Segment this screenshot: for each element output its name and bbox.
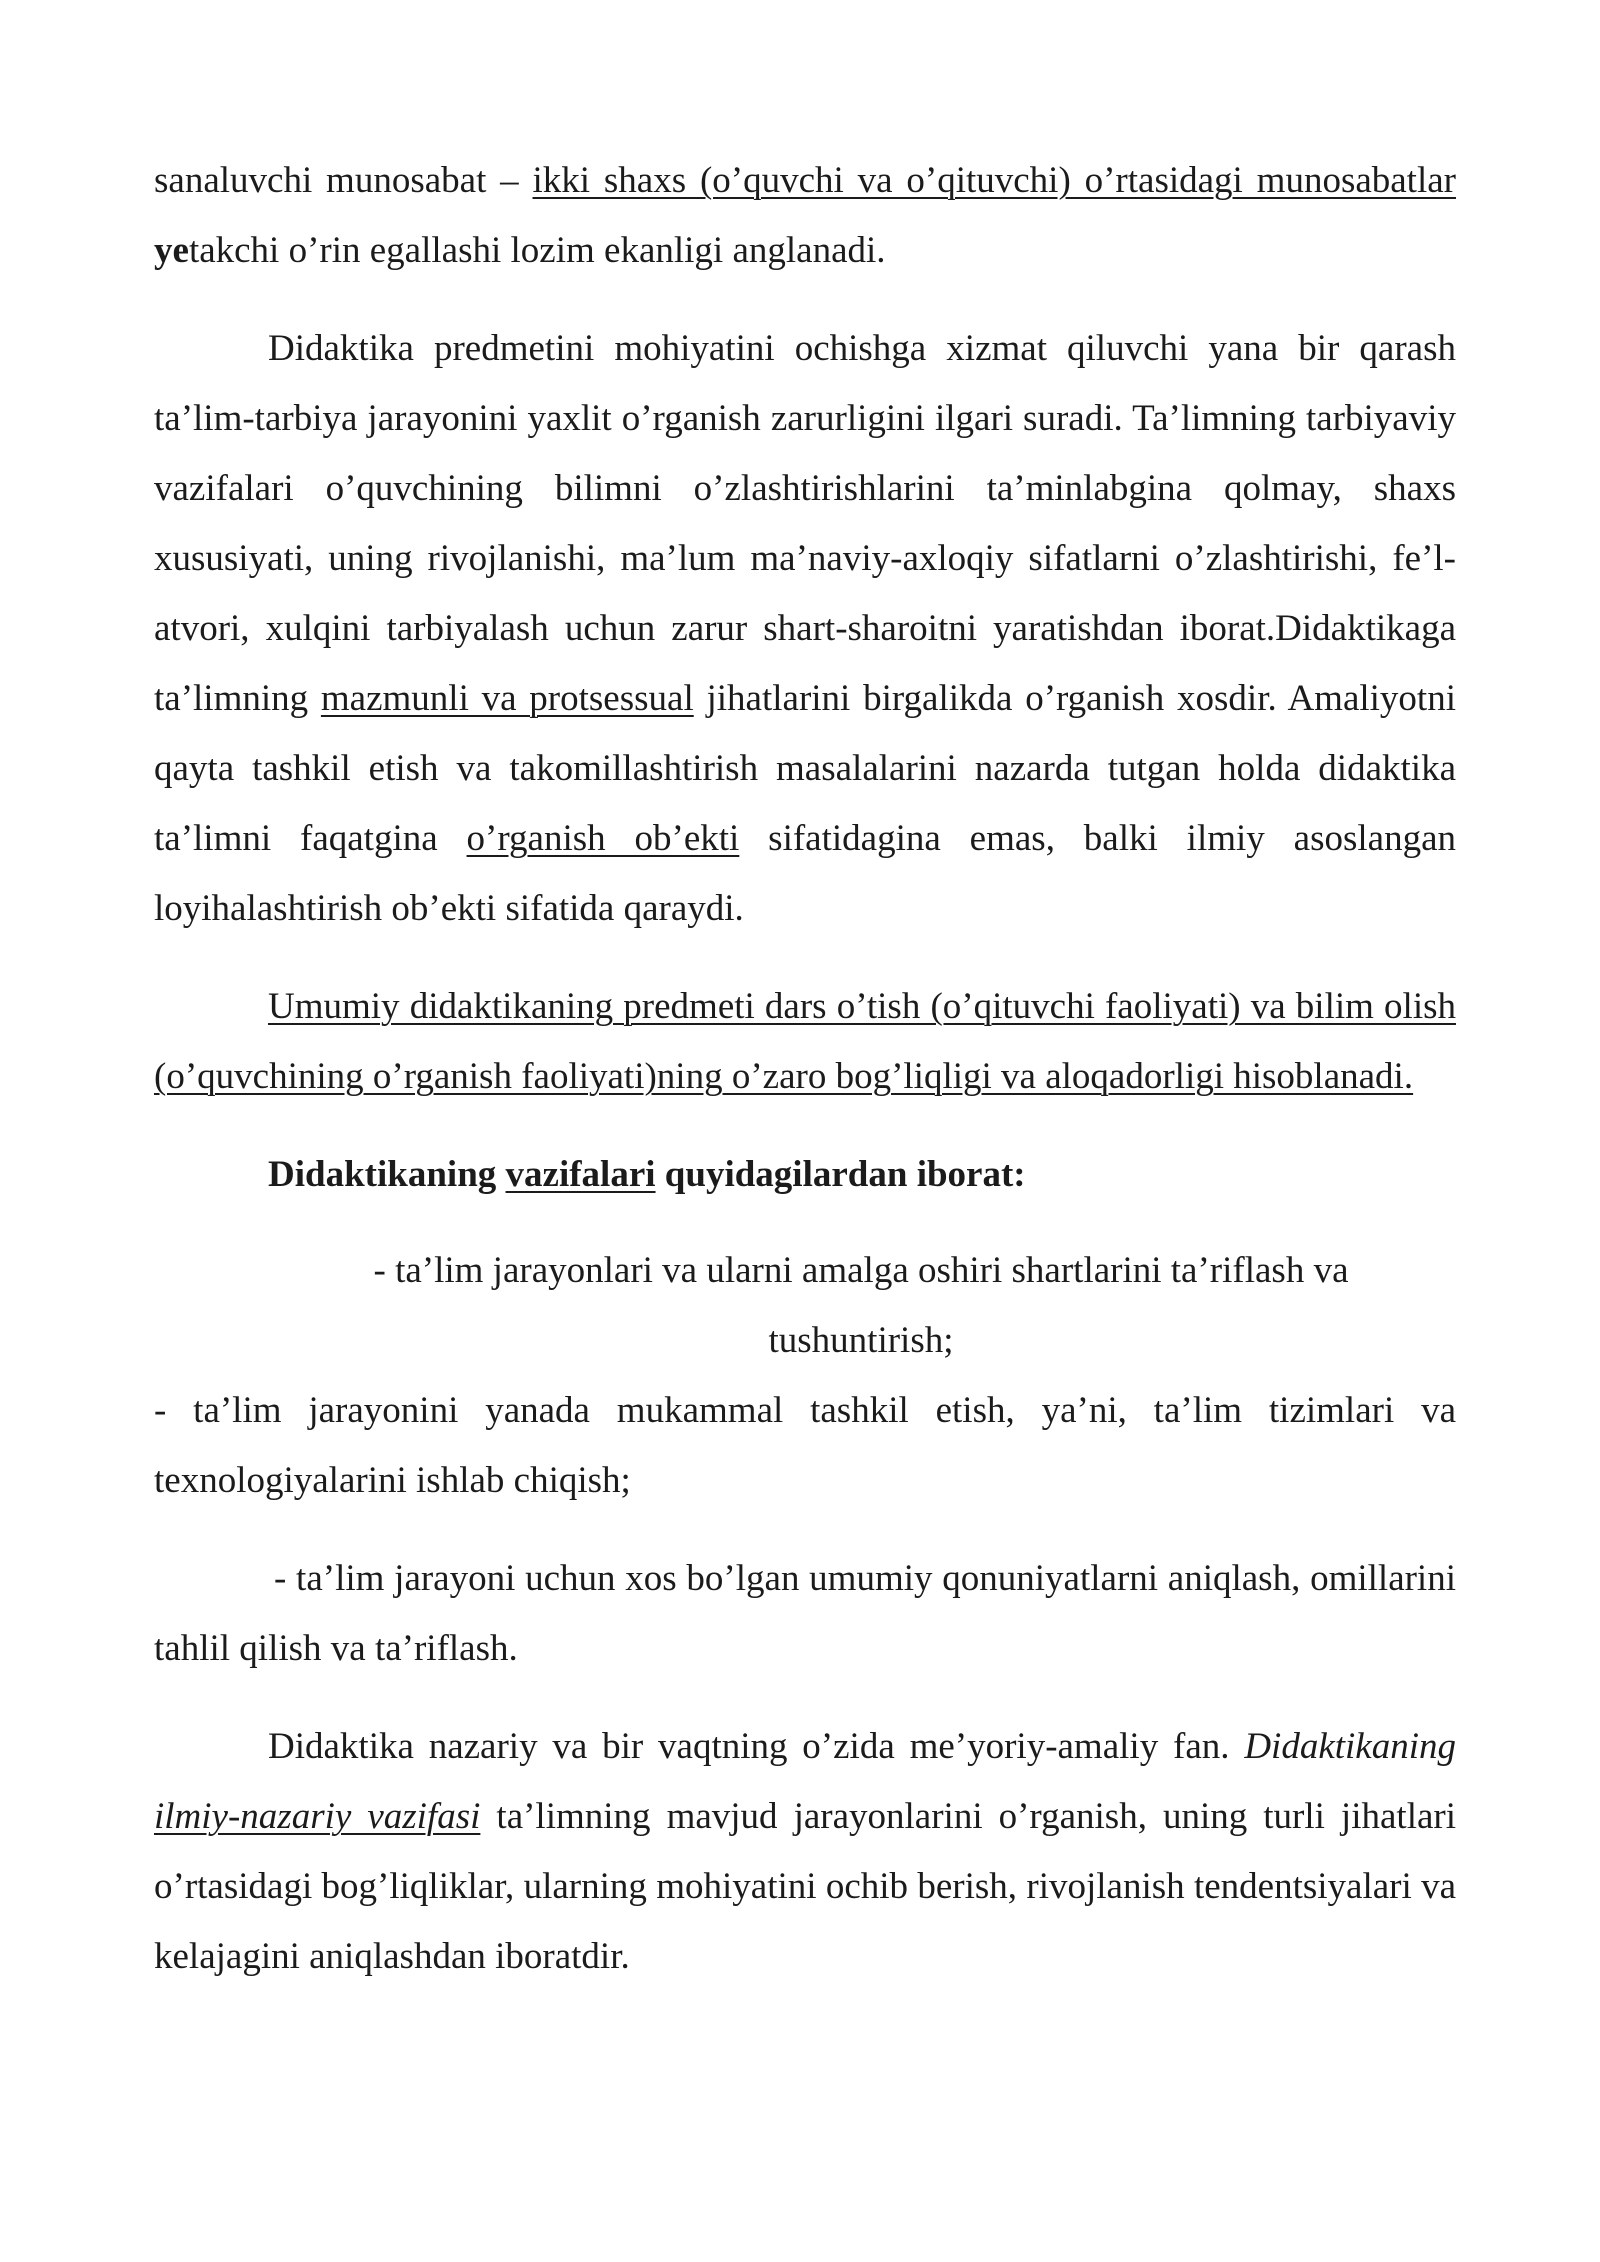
- paragraph-3: [154, 972, 1456, 1112]
- bold-underlined-run: vazifalari: [505, 1154, 656, 1195]
- list-item-1: - ta’lim jarayonlari va ularni amalga oshiri shartlarini ta’riflash va tushuntirish;: [373, 1250, 1349, 1361]
- underlined-phrase: mazmunli va protsessual: [320, 678, 694, 719]
- text-run: takchi o’rin egallashi lozim ekanligi anglanadi.: [188, 230, 886, 271]
- list-item-2: - ta’lim jarayonini yanada mukammal tashkil etish, ya’ni, ta’lim tizimlari va texnologiyalarini ishlab chiqish;: [154, 1390, 1456, 1501]
- bold-run: ye: [154, 230, 189, 271]
- text-run: jihatlarini birgalikda o’rganish xosdir. Amaliyotni qayta tashkil etish va takomillashtirish masalalarini nazarda tutgan holda didaktika ta’limni faqatgina: [154, 678, 1456, 859]
- text-run: Didaktika predmetini mohiyatini ochishga xizmat qiluvchi yana bir qarash ta’lim-tarbiya jarayonini yaxlit o’rganish zarurligini ilgari suradi. Ta’limning tarbiyaviy vazifalari o’quvchining bilimni o’zlashtirishlarini ta’minlabgina qolmay, shaxs xususiyati, uning rivojlanishi, ma’lum ma’naviy-axloqiy sifatlarni o’zlashtirishi, fe’l-atvori, xulqini tarbiyalash uchun zarur shart-sharoitni yaratishdan iborat.Didaktikaga ta’limning: [154, 328, 1456, 719]
- paragraph-2: [154, 314, 1456, 944]
- underlined-paragraph: Umumiy didaktikaning predmeti dars o’tish (o’qituvchi faoliyati) va bilim olish (o’quvchining o’rganish faoliyati)ning o’zaro bog’liqligi va aloqadorligi hisoblanadi.: [154, 986, 1456, 1097]
- underlined-phrase: ikki shaxs (o’quvchi va o’qituvchi) o’rtasidagi munosabatlar: [532, 160, 1456, 201]
- document-page: [154, 146, 1456, 1992]
- italic-underlined-run: ilmiy-nazariy vazifasi: [154, 1796, 481, 1837]
- italic-run: Didaktikaning: [1244, 1726, 1456, 1767]
- paragraph-5: [154, 1712, 1456, 1992]
- section-heading: [154, 1140, 1456, 1210]
- text-run: sifatidagina emas, balki ilmiy asoslangan loyihalashtirish ob’ekti sifatida qaraydi.: [154, 818, 1457, 929]
- text-run: ta’limning mavjud jarayonlarini o’rganish, uning turli jihatlari o’rtasidagi bog’liqliklar, ularning mohiyatini ochib berish, rivojlanish tendentsiyalari va kelajagini aniqlashdan iboratdir.: [154, 1796, 1456, 1977]
- bold-run: Didaktikaning: [268, 1154, 506, 1195]
- text-run: sanaluvchi munosabat –: [154, 160, 533, 201]
- bold-run: quyidagilardan iborat:: [655, 1154, 1026, 1195]
- text-run: Didaktika nazariy va bir vaqtning o’zida me’yoriy-amaliy fan.: [268, 1726, 1245, 1767]
- paragraph-1: [154, 146, 1456, 286]
- list-item-3: - ta’lim jarayoni uchun xos bo’lgan umumiy qonuniyatlarni aniqlash, omillarini tahlil qilish va ta’riflash.: [154, 1558, 1456, 1669]
- underlined-phrase: o’rganish ob’ekti: [466, 818, 740, 859]
